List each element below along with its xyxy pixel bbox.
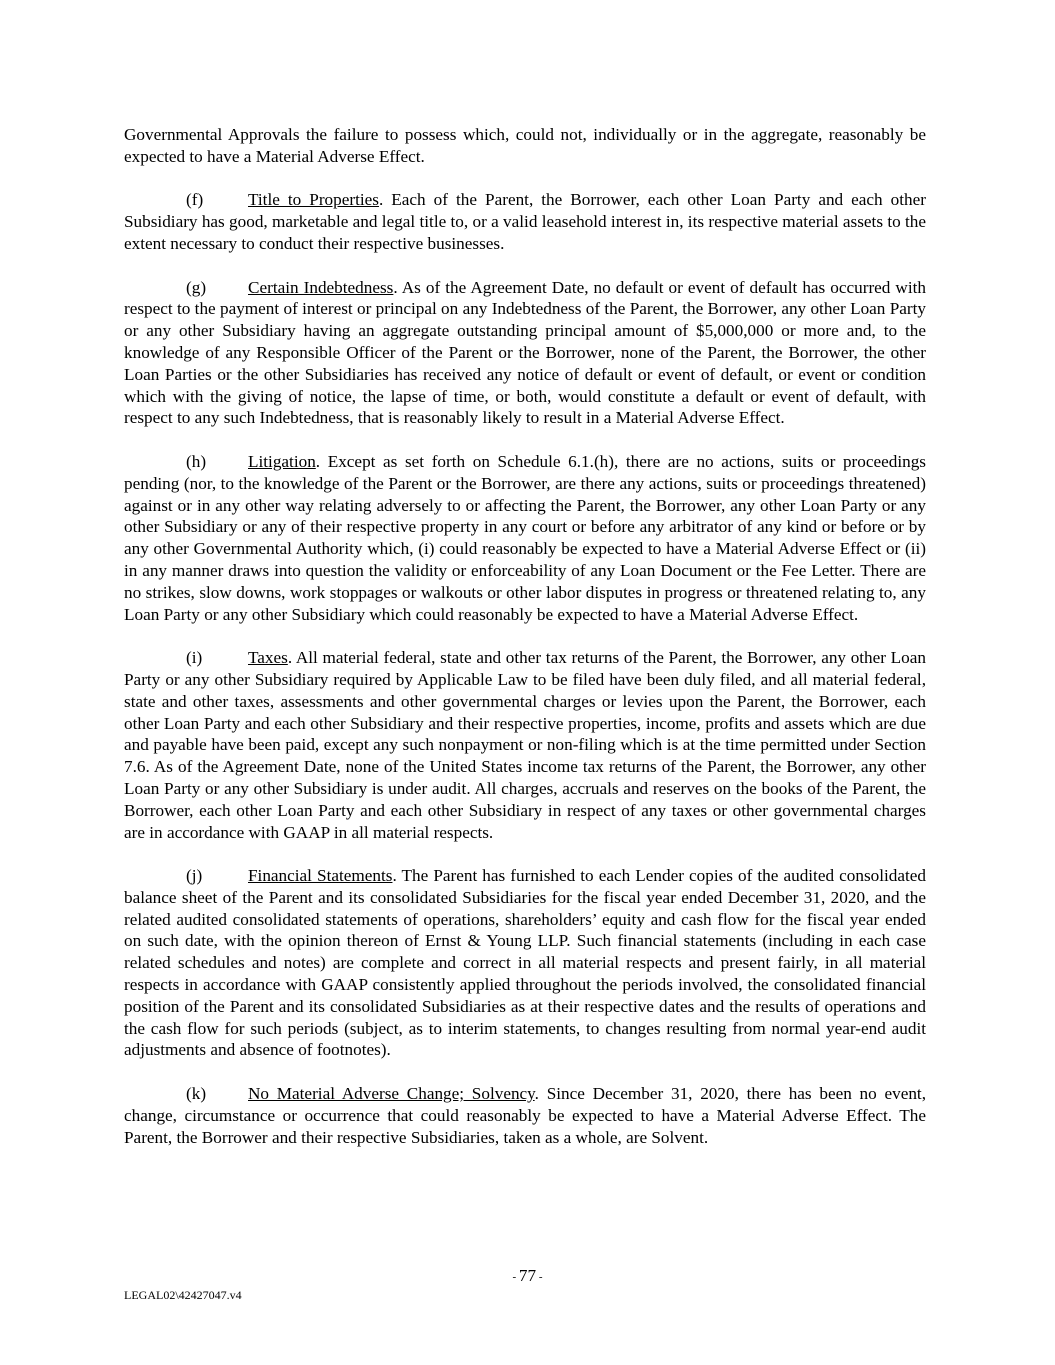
section-label: (j) (186, 866, 203, 886)
section-i (124, 647, 926, 843)
section-label: (k) (186, 1084, 207, 1104)
section-heading: Taxes (248, 648, 288, 668)
section-text: . All material federal, state and other tax returns of the Parent, the Borrower, any other Loan Party or any other Subsidiary required by Applicable Law to be filed have been duly filed, and all material federal, state and other taxes, assessments and other governmental charges or levies upon the Parent, the Borrower, each other Loan Party and each other Subsidiary and their respective properties, income, profits and assets which are due and payable have been paid, except any such nonpayment or non-filing which is at the time permitted under Section 7.6. As of the Agreement Date, none of the United States income tax returns of the Parent, the Borrower, any other Loan Party or any other Subsidiary is under audit. All charges, accruals and reserves on the books of the Parent, the Borrower, each other Loan Party and each other Subsidiary in respect of any taxes or other governmental charges are in accordance with GAAP in all material respects. (124, 648, 926, 842)
section-g (124, 277, 926, 430)
section-j (124, 865, 926, 1061)
section-text: . Each of the Parent, the Borrower, each other Loan Party and each other Subsidiary has good, marketable and legal title to, or a valid leasehold interest in, its respective material assets to the extent necessary to conduct their respective businesses. (124, 190, 926, 253)
section-label: (h) (186, 451, 207, 471)
section-label: (f) (186, 190, 204, 210)
page-number-value: 77 (518, 1266, 537, 1285)
document-body (124, 124, 926, 1170)
section-h (124, 451, 926, 625)
section-text: . Since December 31, 2020, there has been no event, change, circumstance or occurrence that could reasonably be expected to have a Material Adverse Effect. The Parent, the Borrower and their respective Subsidiaries, taken as a whole, are Solvent. (124, 1084, 927, 1147)
section-k (124, 1083, 926, 1148)
page-number: - 77 - (512, 1266, 543, 1285)
section-text: . As of the Agreement Date, no default or event of default has occurred with respect to the payment of interest or principal on any Indebtedness of the Parent, the Borrower, any other Loan Party or any other Subsidiary having an aggregate outstanding principal amount of $5,000,000 or more and, to the knowledge of any Responsible Officer of the Parent or the Borrower, none of the Parent, the Borrower, the other Loan Parties or the other Subsidiaries has received any notice of default or event of default, or event or condition which with the giving of notice, the lapse of time, or both, would constitute a default or event of default, with respect to any such Indebtedness, that is reasonably likely to result in a Material Adverse Effect. (124, 277, 926, 428)
document-id: LEGAL02\42427047.v4 (124, 1288, 242, 1302)
section-text: . Except as set forth on Schedule 6.1.(h), there are no actions, suits or proceedings pending (nor, to the knowledge of the Parent or the Borrower, are there any actions, suits or proceedings threatened) against or in any other way relating adversely to or affecting the Parent, the Borrower, any other Loan Party or any other Subsidiary or any of their respective property in any court or before any arbitrator of any kind or before or by any other Governmental Authority which, (i) could reasonably be expected to have a Material Adverse Effect or (ii) in any manner draws into question the validity or enforceability of any Loan Document or the Fee Letter. There are no strikes, slow downs, work stoppages or walkouts or other labor disputes in progress or threatened relating to, any Loan Party or any other Subsidiary which could reasonably be expected to have a Material Adverse Effect. (124, 451, 926, 624)
section-label: (g) (186, 277, 207, 297)
section-heading: Title to Properties (248, 190, 379, 210)
section-heading: Certain Indebtedness (248, 277, 394, 297)
section-heading: No Material Adverse Change; Solvency (248, 1084, 535, 1104)
section-label: (i) (186, 648, 203, 668)
section-heading: Financial Statements (248, 866, 393, 886)
section-heading: Litigation (248, 451, 316, 471)
section-text: . The Parent has furnished to each Lender copies of the audited consolidated balance sheet of the Parent and its consolidated Subsidiaries for the fiscal year ended December 31, 2020, and the related audited consolidated statements of operations, shareholders’ equity and cash flow for the fiscal year ended on such date, with the opinion thereon of Ernst & Young LLP. Such financial statements (including in each case related schedules and notes) are complete and correct in all material respects and present fairly, in all material respects in accordance with GAAP consistently applied throughout the periods involved, the consolidated financial position of the Parent and its consolidated Subsidiaries as at their respective dates and the results of operations and the cash flow for such periods (subject, as to interim statements, to changes resulting from normal year-end audit adjustments and absence of footnotes). (124, 866, 927, 1060)
section-f (124, 189, 926, 254)
intro-paragraph: Governmental Approvals the failure to possess which, could not, individually or in the aggregate, reasonably be expected to have a Material Adverse Effect. (124, 125, 926, 166)
